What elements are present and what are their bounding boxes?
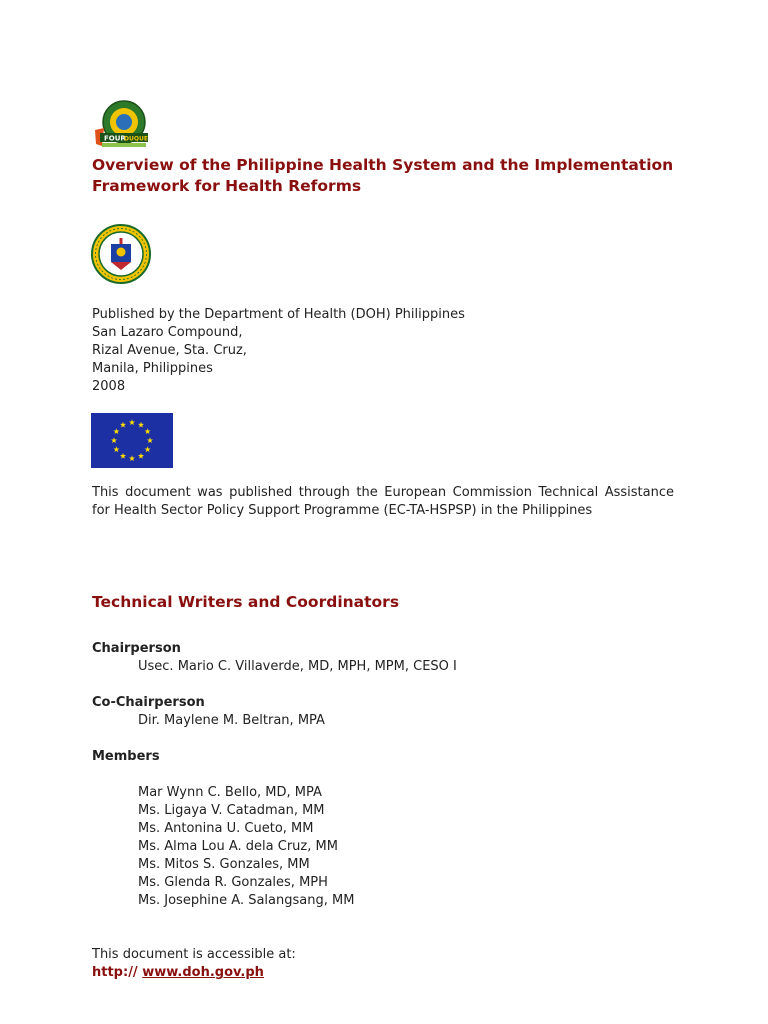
funding-notice: This document was published through the European Commission Technical Assistance for Health Sector Policy Support Programme (EC-TA-HSPSP) in the Philippines xyxy=(92,485,674,518)
list-item: Ms. Antonina U. Cueto, MM xyxy=(138,821,314,836)
list-item: Ms. Alma Lou A. dela Cruz, MM xyxy=(138,839,338,854)
eu-flag-icon xyxy=(91,413,173,468)
access-text: This document is accessible at: xyxy=(92,947,296,962)
logo-subtext: DUQUE xyxy=(124,135,148,143)
title-line-2: Framework for Health Reforms xyxy=(92,177,362,195)
publisher-line: Published by the Department of Health (DOH) Philippines xyxy=(92,307,465,322)
chairperson-label: Chairperson xyxy=(92,641,181,656)
doh-website-link[interactable]: www.doh.gov.ph xyxy=(142,965,264,980)
list-item: Ms. Josephine A. Salangsang, MM xyxy=(138,893,355,908)
co-chairperson-label: Co-Chairperson xyxy=(92,695,205,710)
members-label: Members xyxy=(92,749,160,764)
publisher-year: 2008 xyxy=(92,379,126,394)
fourmula-one-logo xyxy=(92,100,152,152)
list-item: Ms. Mitos S. Gonzales, MM xyxy=(138,857,310,872)
list-item: Ms. Ligaya V. Catadman, MM xyxy=(138,803,325,818)
doh-seal-icon xyxy=(91,224,151,284)
url-prefix: http:// xyxy=(92,965,138,980)
list-item: Ms. Glenda R. Gonzales, MPH xyxy=(138,875,328,890)
co-chairperson-name: Dir. Maylene M. Beltran, MPA xyxy=(138,713,325,728)
title-line-1: Overview of the Philippine Health System and the Implementation xyxy=(92,156,674,174)
document-title xyxy=(92,155,692,197)
publisher-block xyxy=(92,306,465,396)
publisher-line: Manila, Philippines xyxy=(92,361,213,376)
logo-text: FOUR xyxy=(104,134,126,143)
members-list xyxy=(138,784,354,910)
chairperson-name: Usec. Mario C. Villaverde, MD, MPH, MPM, CESO I xyxy=(138,659,457,674)
access-url xyxy=(92,965,264,980)
publisher-line: San Lazaro Compound, xyxy=(92,325,243,340)
publisher-line: Rizal Avenue, Sta. Cruz, xyxy=(92,343,247,358)
section-title: Technical Writers and Coordinators xyxy=(92,593,400,611)
list-item: Mar Wynn C. Bello, MD, MPA xyxy=(138,785,322,800)
